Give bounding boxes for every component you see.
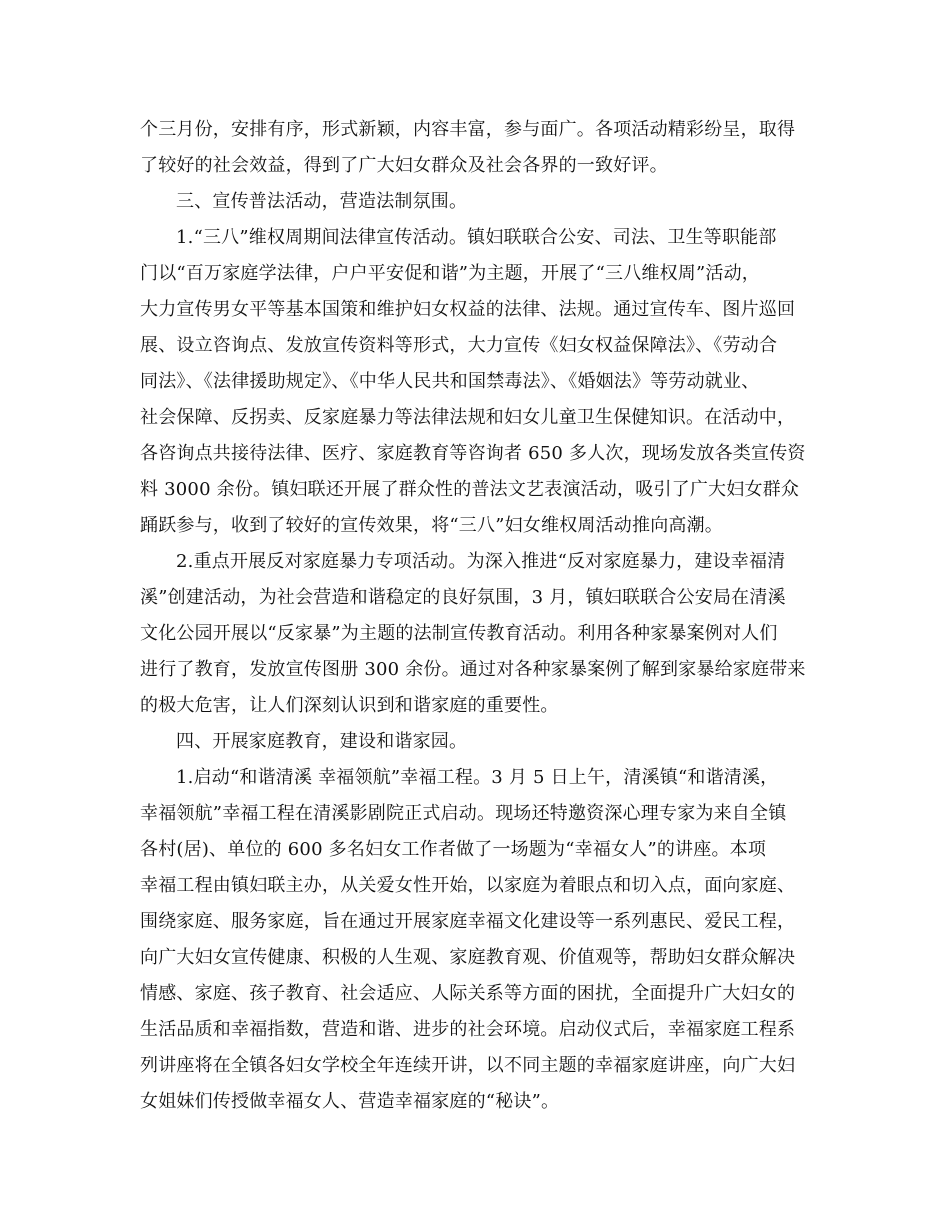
text-line: 个三月份，安排有序，形式新颖，内容丰富，参与面广。各项活动精彩纷呈，取得 bbox=[140, 119, 796, 140]
text-line: 各咨询点共接待法律、医疗、家庭教育等咨询者 650 多人次，现场发放各类宣传资 bbox=[140, 443, 806, 464]
text-line: 门以“百万家庭学法律，户户平安促和谐”为主题，开展了“三八维权周”活动， bbox=[140, 263, 761, 284]
text-line: 的极大危害，让人们深刻认识到和谐家庭的重要性。 bbox=[140, 695, 559, 716]
text-line: 1.启动“和谐清溪 幸福领航”幸福工程。3 月 5 日上午，清溪镇“和谐清溪， bbox=[176, 767, 779, 788]
text-line: 了较好的社会效益，得到了广大妇女群众及社会各界的一致好评。 bbox=[140, 155, 668, 176]
text-line: 踊跃参与，收到了较好的宣传效果，将“三八”妇女维权周活动推向高潮。 bbox=[140, 515, 724, 536]
text-line: 女姐妹们传授做幸福女人、营造幸福家庭的“秘诀”。 bbox=[140, 1091, 560, 1112]
text-line: 生活品质和幸福指数，营造和谐、进步的社会环境。启动仪式后，幸福家庭工程系 bbox=[140, 1019, 796, 1040]
text-line: 文化公园开展以“反家暴”为主题的法制宣传教育活动。利用各种家暴案例对人们 bbox=[140, 623, 778, 644]
text-line: 幸福工程由镇妇联主办，从关爱女性开始，以家庭为着眼点和切入点，面向家庭、 bbox=[140, 875, 796, 896]
text-line: 社会保障、反拐卖、反家庭暴力等法律法规和妇女儿童卫生保健知识。在活动中， bbox=[140, 407, 796, 428]
text-line: 向广大妇女宣传健康、积极的人生观、家庭教育观、价值观等，帮助妇女群众解决 bbox=[140, 947, 796, 968]
text-line: 溪”创建活动，为社会营造和谐稳定的良好氛围，3 月，镇妇联联合公安局在清溪 bbox=[140, 587, 786, 608]
text-line: 各村(居)、单位的 600 多名妇女工作者做了一场题为“幸福女人”的讲座。本项 bbox=[140, 839, 767, 860]
text-line: 进行了教育，发放宣传图册 300 余份。通过对各种家暴案例了解到家暴给家庭带来 bbox=[140, 659, 806, 680]
text-line: 幸福领航”幸福工程在清溪影剧院正式启动。现场还特邀资深心理专家为来自全镇 bbox=[140, 803, 787, 824]
text-line: 大力宣传男女平等基本国策和维护妇女权益的法律、法规。通过宣传车、图片巡回 bbox=[140, 299, 796, 320]
text-line: 1.“三八”维权周期间法律宣传活动。镇妇联联合公安、司法、卫生等职能部 bbox=[176, 227, 777, 248]
text-line: 同法》、《法律援助规定》、《中华人民共和国禁毒法》、《婚姻法》等劳动就业、 bbox=[140, 371, 760, 392]
text-line: 情感、家庭、孩子教育、社会适应、人际关系等方面的困扰，全面提升广大妇女的 bbox=[140, 983, 796, 1004]
text-line: 列讲座将在全镇各妇女学校全年连续开讲，以不同主题的幸福家庭讲座，向广大妇 bbox=[140, 1055, 796, 1076]
text-line: 料 3000 余份。镇妇联还开展了群众性的普法文艺表演活动，吸引了广大妇女群众 bbox=[140, 479, 800, 500]
text-line: 2.重点开展反对家庭暴力专项活动。为深入推进“反对家庭暴力，建设幸福清 bbox=[176, 551, 786, 572]
body-text bbox=[140, 112, 820, 1120]
text-line: 围绕家庭、服务家庭，旨在通过开展家庭幸福文化建设等一系列惠民、爱民工程， bbox=[140, 911, 796, 932]
section-heading: 四、开展家庭教育，建设和谐家园。 bbox=[176, 731, 468, 752]
section-heading: 三、宣传普法活动，营造法制氛围。 bbox=[176, 191, 468, 212]
text-line: 展、设立咨询点、发放宣传资料等形式，大力宣传《妇女权益保障法》、《劳动合 bbox=[140, 335, 778, 356]
